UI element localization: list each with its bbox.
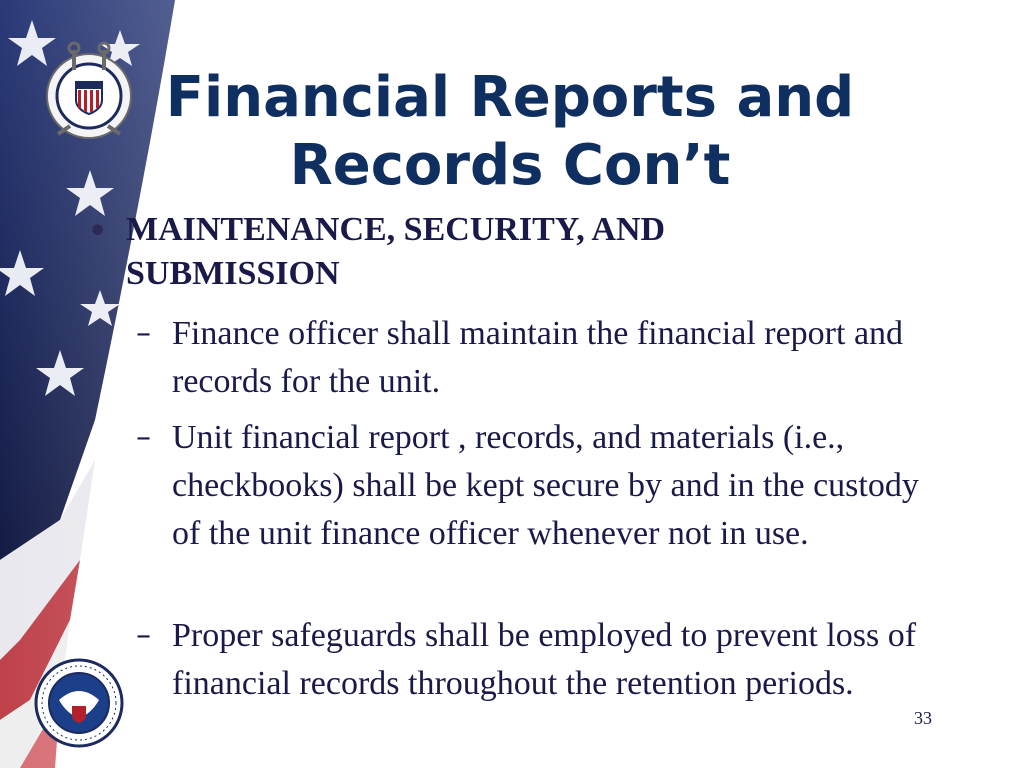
sub-bullet <box>136 612 936 708</box>
bullet-marker: • <box>88 214 108 249</box>
coast-guard-auxiliary-emblem <box>36 38 142 148</box>
dash-marker: – <box>136 420 151 455</box>
slide-title <box>150 64 870 200</box>
sub-bullet <box>136 310 936 406</box>
dash-marker: – <box>136 618 151 653</box>
main-bullet-text: MAINTENANCE, SECURITY, AND SUBMISSION <box>126 211 666 292</box>
main-bullet <box>88 208 788 296</box>
homeland-security-seal <box>34 658 124 748</box>
dash-marker: – <box>136 316 151 351</box>
sub-bullet-text: Unit financial report , records, and materials (i.e., checkbooks) shall be kept secure by and in the custody of the unit finance officer whenever not in use. <box>172 419 919 552</box>
page-number: 33 <box>914 708 932 728</box>
sub-bullet <box>136 414 936 558</box>
sub-bullet-text: Proper safeguards shall be employed to prevent loss of financial records throughout the retention periods. <box>172 617 917 702</box>
title-line-1: Financial Reports and <box>165 65 855 130</box>
title-line-2: Records Con’t <box>289 133 731 198</box>
sub-bullet-text: Finance officer shall maintain the financial report and records for the unit. <box>172 315 904 400</box>
